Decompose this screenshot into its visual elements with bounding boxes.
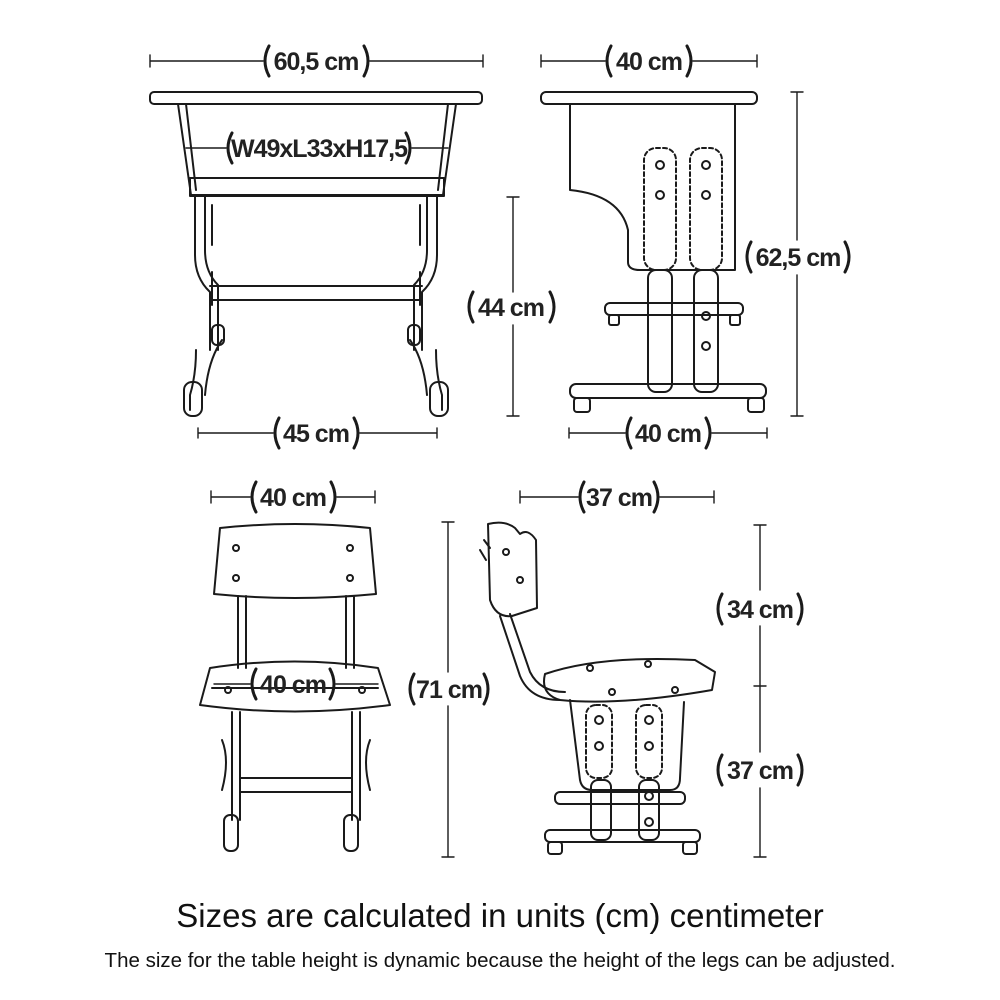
chair-total-height-label: 71 cm	[416, 676, 482, 704]
chair-seat-width-label: 40 cm	[260, 671, 326, 699]
desk-leg-height-label: 44 cm	[478, 294, 544, 322]
chair-side-depth-label: 37 cm	[586, 484, 652, 512]
dimension-lines	[150, 55, 803, 857]
drawer-size-label: W49xL33xH17,5	[230, 135, 408, 163]
desk-side-width-label: 40 cm	[616, 48, 682, 76]
desk-base-width-label: 45 cm	[283, 420, 349, 448]
desk-side-base-width-label: 40 cm	[635, 420, 701, 448]
chair-back-height-label: 34 cm	[727, 596, 793, 624]
chair-back-width-label: 40 cm	[260, 484, 326, 512]
units-caption: Sizes are calculated in units (cm) centimeter	[176, 897, 824, 934]
desk-side-view	[541, 92, 766, 412]
desk-top-width-label: 60,5 cm	[273, 48, 359, 76]
chair-side-view	[480, 523, 715, 854]
chair-seat-height-label: 37 cm	[727, 757, 793, 785]
adjustable-height-note: The size for the table height is dynamic because the height of the legs can be adjusted.	[104, 949, 896, 972]
desk-total-height-label: 62,5 cm	[755, 244, 841, 272]
